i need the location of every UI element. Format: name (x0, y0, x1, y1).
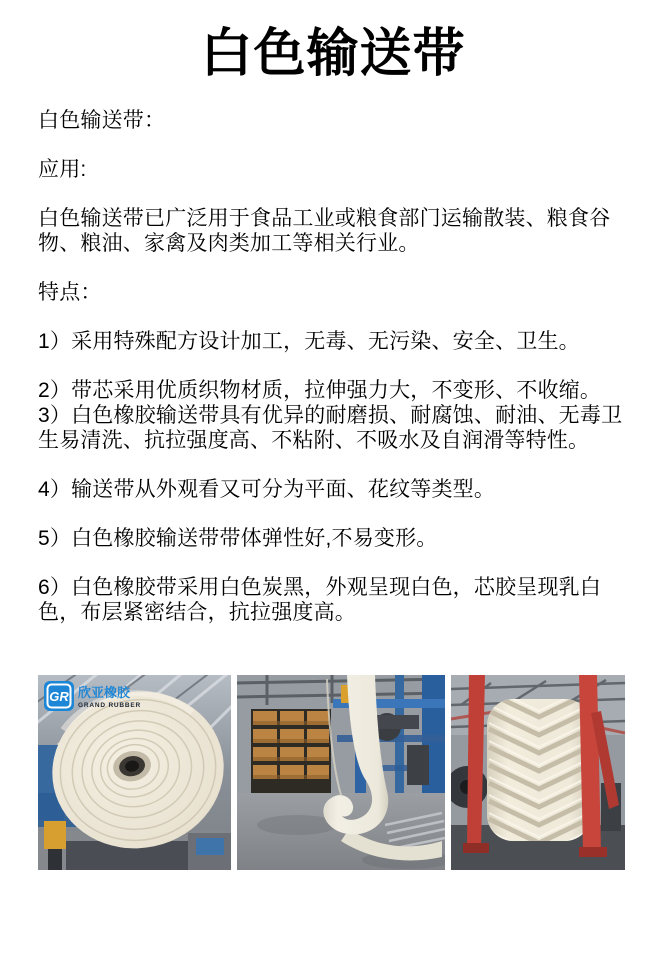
yellow-machine-part (44, 821, 66, 849)
paragraph-application-text: 白色输送带已广泛用于食品工业或粮食部门运输散装、粮食谷物、粮油、家禽及肉类加工等相关行业。 (38, 207, 611, 255)
feature-item-6: 6）白色橡胶带采用白色炭黑，外观呈现白色，芯胶呈现乳白色，布层紧密结合，抗拉强度高。 (38, 576, 602, 624)
logo-monogram: GR (49, 689, 69, 704)
photo-chevron-belt-roll (451, 675, 625, 870)
wooden-pallets (251, 709, 331, 793)
chevron-belt-roll (487, 687, 591, 861)
feature-item-3: 3）白色橡胶输送带具有优异的耐磨损、耐腐蚀、耐油、无毒卫生易清洗、抗拉强度高、不粘附、不吸水及自润滑等特性。 (38, 404, 623, 452)
photo-white-belt-roll (38, 675, 231, 870)
blue-cart (196, 838, 224, 855)
paragraph-intro-label: 白色输送带： (38, 109, 166, 132)
article-body (0, 108, 666, 625)
logo-chinese-text: 欣亚橡胶 (78, 685, 131, 700)
feature-item-4: 4）输送带从外观看又可分为平面、花纹等类型。 (38, 478, 496, 501)
grand-rubber-logo (44, 681, 141, 711)
machine-leg (48, 849, 62, 870)
photo-white-belt-strip (237, 675, 445, 870)
product-photo-row (38, 675, 666, 870)
feature-item-1: 1）采用特殊配方设计加工，无毒、无污染、安全、卫生。 (38, 330, 580, 353)
paragraph-application-label: 应用: (38, 158, 87, 181)
feature-item-2: 2）带芯采用优质织物材质，拉伸强力大，不变形、不收缩。 (38, 379, 602, 402)
paragraph-features-label: 特点： (38, 281, 102, 304)
logo-english-text: GRAND RUBBER (78, 702, 142, 709)
page-title: 白色输送带 (200, 25, 466, 83)
feature-item-5: 5）白色橡胶输送带带体弹性好,不易变形。 (38, 527, 438, 550)
